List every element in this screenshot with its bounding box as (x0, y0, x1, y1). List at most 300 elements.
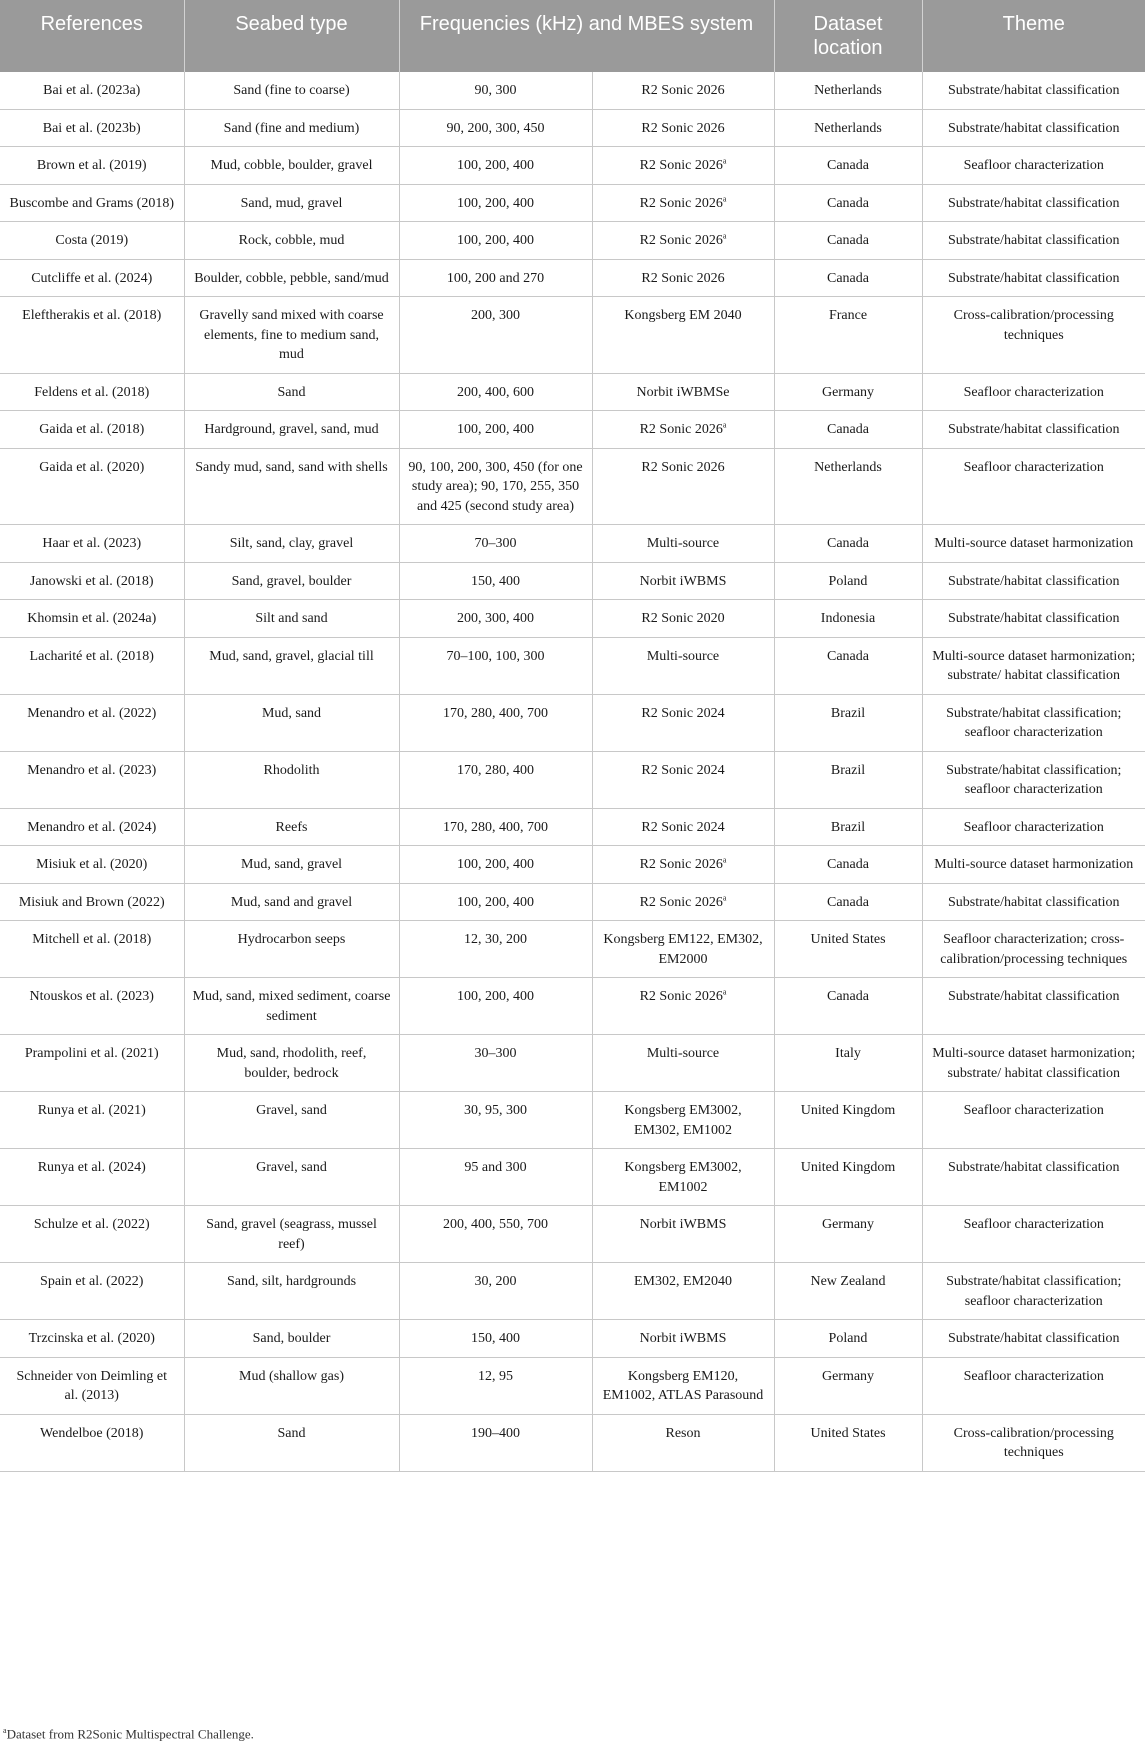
cell-dataset-location (774, 109, 922, 147)
cell-theme-text: Substrate/habitat classification (948, 1331, 1120, 1346)
cell-frequencies-text: 100, 200, 400 (457, 233, 534, 248)
cell-seabed-type-text: Rhodolith (263, 762, 320, 778)
table-row (0, 184, 1145, 222)
cell-theme-text: Multi-source dataset harmonization; substrate/ habitat classification (932, 648, 1136, 683)
cell-seabed-type-text: Mud, sand and gravel (230, 894, 353, 910)
cell-dataset-location-text: Poland (828, 1331, 868, 1346)
cell-mbes-system-text: R2 Sonic 2026 (641, 120, 725, 136)
cell-reference (0, 1206, 184, 1263)
cell-seabed-type-text: Sand (277, 384, 306, 400)
cell-dataset-location-text: United States (810, 1425, 886, 1441)
cell-mbes-system-text: R2 Sonic 2026 (641, 83, 725, 98)
cell-reference (0, 109, 184, 147)
table-row (0, 846, 1145, 884)
cell-reference (0, 751, 184, 808)
cell-mbes-system (592, 1414, 774, 1471)
cell-theme-text: Substrate/habitat classification (948, 573, 1120, 589)
cell-dataset-location-text: Canada (827, 536, 869, 551)
cell-mbes-system (592, 883, 774, 921)
cell-frequencies (399, 259, 592, 297)
cell-reference-text: Gaida et al. (2020) (39, 459, 145, 475)
cell-frequencies (399, 1320, 592, 1358)
cell-mbes-system-text: R2 Sonic 2024 (641, 705, 725, 721)
cell-dataset-location (774, 147, 922, 185)
cell-frequencies-text: 70–300 (474, 536, 517, 551)
table-row (0, 600, 1145, 638)
table-row (0, 921, 1145, 978)
cell-seabed-type (184, 883, 399, 921)
cell-theme-text: Substrate/habitat classification (948, 894, 1120, 910)
footnote-marker: a (722, 231, 727, 241)
cell-reference (0, 1035, 184, 1092)
table-row (0, 751, 1145, 808)
cell-seabed-type (184, 808, 399, 846)
table-row (0, 562, 1145, 600)
cell-dataset-location-text: Indonesia (820, 611, 876, 626)
cell-dataset-location (774, 72, 922, 109)
footnote-marker: a (722, 855, 727, 865)
cell-seabed-type (184, 411, 399, 449)
cell-mbes-system-text: Norbit iWBMS (639, 1331, 727, 1346)
cell-reference-text: Menandro et al. (2023) (27, 762, 157, 778)
header-frequencies-system: Frequencies (kHz) and MBES system (399, 0, 774, 72)
cell-frequencies-text: 12, 95 (478, 1368, 513, 1384)
header-theme: Theme (922, 0, 1145, 72)
cell-frequencies (399, 1263, 592, 1320)
cell-frequencies-text: 150, 400 (471, 1331, 520, 1346)
cell-mbes-system-text: Multi-source (646, 648, 720, 664)
cell-mbes-system-text: Norbit iWBMS (639, 1217, 727, 1232)
cell-seabed-type-text: Silt and sand (255, 611, 328, 626)
cell-frequencies (399, 978, 592, 1035)
cell-reference-text: Misiuk and Brown (2022) (18, 894, 165, 910)
cell-reference (0, 1414, 184, 1471)
footnote-marker: a (722, 892, 727, 902)
cell-theme-text: Seafloor characterization (963, 1368, 1104, 1384)
cell-reference-text: Menandro et al. (2022) (27, 705, 157, 721)
cell-mbes-system-text: EM302, EM2040 (634, 1274, 732, 1289)
table-row (0, 373, 1145, 411)
cell-theme (922, 921, 1145, 978)
cell-reference-text: Schneider von Deimling et al. (2013) (16, 1368, 167, 1403)
cell-dataset-location-text: Germany (821, 384, 875, 400)
cell-theme (922, 259, 1145, 297)
cell-frequencies (399, 562, 592, 600)
cell-reference (0, 846, 184, 884)
cell-theme (922, 1414, 1145, 1471)
table-row (0, 448, 1145, 525)
cell-seabed-type-text: Mud, sand, gravel (240, 857, 343, 872)
cell-mbes-system (592, 1320, 774, 1358)
table-row (0, 1320, 1145, 1358)
cell-dataset-location-text: Brazil (830, 705, 866, 721)
table-row (0, 297, 1145, 374)
cell-frequencies-text: 200, 400, 550, 700 (443, 1217, 548, 1232)
cell-mbes-system (592, 978, 774, 1035)
cell-reference (0, 694, 184, 751)
cell-reference-text: Feldens et al. (2018) (34, 384, 150, 400)
cell-mbes-system (592, 184, 774, 222)
cell-dataset-location-text: France (828, 308, 868, 323)
cell-reference (0, 297, 184, 374)
cell-seabed-type-text: Sand, gravel (seagrass, mussel reef) (206, 1217, 377, 1252)
cell-reference (0, 637, 184, 694)
cell-dataset-location (774, 846, 922, 884)
cell-reference-text: Lacharité et al. (2018) (29, 648, 154, 664)
cell-seabed-type-text: Sand, silt, hardgrounds (226, 1274, 357, 1289)
table-row (0, 411, 1145, 449)
cell-reference-text: Eleftherakis et al. (2018) (22, 308, 162, 323)
cell-theme (922, 846, 1145, 884)
cell-reference (0, 222, 184, 260)
cell-dataset-location-text: Poland (828, 573, 868, 589)
cell-frequencies (399, 808, 592, 846)
cell-reference (0, 562, 184, 600)
cell-dataset-location-text: Netherlands (814, 459, 882, 475)
cell-theme (922, 297, 1145, 374)
cell-theme (922, 109, 1145, 147)
cell-reference (0, 1092, 184, 1149)
cell-dataset-location (774, 1035, 922, 1092)
cell-mbes-system (592, 808, 774, 846)
cell-theme (922, 562, 1145, 600)
cell-frequencies-text: 95 and 300 (464, 1160, 527, 1175)
cell-seabed-type-text: Sand (fine to coarse) (233, 83, 350, 98)
cell-reference-text: Haar et al. (2023) (42, 536, 142, 551)
cell-theme (922, 1320, 1145, 1358)
cell-reference-text: Ntouskos et al. (2023) (29, 989, 154, 1004)
table-row (0, 1149, 1145, 1206)
cell-theme (922, 637, 1145, 694)
cell-seabed-type (184, 1149, 399, 1206)
cell-dataset-location-text: Netherlands (814, 120, 882, 136)
cell-seabed-type-text: Sand, gravel, boulder (231, 573, 352, 589)
cell-theme (922, 411, 1145, 449)
cell-mbes-system (592, 222, 774, 260)
table-row (0, 1357, 1145, 1414)
cell-dataset-location (774, 525, 922, 563)
cell-reference-text: Mitchell et al. (2018) (32, 932, 152, 947)
cell-dataset-location (774, 297, 922, 374)
cell-reference (0, 921, 184, 978)
cell-seabed-type-text: Gravel, sand (256, 1103, 327, 1118)
cell-seabed-type (184, 1035, 399, 1092)
cell-dataset-location-text: New Zealand (810, 1274, 886, 1289)
cell-reference-text: Bai et al. (2023b) (42, 120, 141, 136)
cell-dataset-location-text: Canada (827, 989, 869, 1004)
cell-reference (0, 411, 184, 449)
cell-seabed-type (184, 751, 399, 808)
cell-theme-text: Multi-source dataset harmonization (934, 857, 1134, 872)
table-row (0, 808, 1145, 846)
cell-mbes-system (592, 411, 774, 449)
cell-frequencies-text: 150, 400 (471, 573, 520, 589)
table-row (0, 1263, 1145, 1320)
cell-dataset-location (774, 808, 922, 846)
cell-theme-text: Substrate/habitat classification (948, 611, 1120, 626)
cell-reference (0, 525, 184, 563)
cell-seabed-type (184, 184, 399, 222)
cell-dataset-location-text: Brazil (830, 762, 866, 778)
cell-mbes-system (592, 921, 774, 978)
cell-mbes-system-text: R2 Sonic 2026 (639, 989, 723, 1004)
cell-reference-text: Cutcliffe et al. (2024) (31, 270, 153, 286)
cell-seabed-type-text: Mud, sand, mixed sediment, coarse sediment (192, 989, 391, 1024)
cell-theme (922, 694, 1145, 751)
cell-seabed-type (184, 373, 399, 411)
cell-dataset-location-text: Canada (827, 195, 869, 211)
cell-seabed-type (184, 72, 399, 109)
cell-mbes-system (592, 147, 774, 185)
cell-theme-text: Substrate/habitat classification; seafloor characterization (946, 705, 1122, 740)
cell-dataset-location-text: Canada (827, 270, 869, 286)
cell-dataset-location (774, 600, 922, 638)
cell-frequencies-text: 200, 300 (471, 308, 520, 323)
cell-reference-text: Janowski et al. (2018) (29, 573, 154, 589)
cell-frequencies (399, 1206, 592, 1263)
cell-dataset-location-text: Canada (827, 233, 869, 248)
cell-seabed-type-text: Rock, cobble, mud (238, 233, 345, 248)
cell-frequencies-text: 200, 400, 600 (457, 384, 534, 400)
cell-theme-text: Cross-calibration/processing techniques (953, 308, 1114, 343)
cell-dataset-location (774, 1320, 922, 1358)
cell-reference-text: Costa (2019) (55, 233, 129, 248)
cell-theme-text: Substrate/habitat classification (948, 233, 1120, 248)
cell-seabed-type-text: Sand (277, 1425, 306, 1441)
cell-theme (922, 1092, 1145, 1149)
cell-frequencies-text: 100, 200, 400 (457, 894, 534, 910)
cell-theme (922, 1035, 1145, 1092)
cell-frequencies (399, 373, 592, 411)
cell-theme-text: Substrate/habitat classification (948, 989, 1120, 1004)
cell-seabed-type (184, 448, 399, 525)
cell-theme (922, 978, 1145, 1035)
cell-frequencies-text: 170, 280, 400, 700 (443, 705, 548, 721)
cell-seabed-type-text: Silt, sand, clay, gravel (229, 536, 354, 551)
cell-frequencies-text: 190–400 (471, 1425, 520, 1441)
cell-dataset-location (774, 1206, 922, 1263)
cell-frequencies (399, 1149, 592, 1206)
cell-theme-text: Seafloor characterization (963, 384, 1104, 400)
cell-reference-text: Khomsin et al. (2024a) (27, 611, 157, 626)
cell-seabed-type-text: Mud, cobble, boulder, gravel (210, 158, 373, 173)
cell-theme (922, 751, 1145, 808)
cell-seabed-type (184, 525, 399, 563)
cell-theme-text: Substrate/habitat classification (948, 1160, 1120, 1175)
cell-mbes-system-text: Kongsberg EM3002, EM1002 (624, 1160, 742, 1195)
cell-reference-text: Trzcinska et al. (2020) (28, 1331, 155, 1346)
cell-theme-text: Seafloor characterization (963, 1103, 1104, 1118)
cell-seabed-type-text: Mud, sand, rhodolith, reef, boulder, bedrock (216, 1046, 367, 1081)
cell-dataset-location-text: Germany (821, 1368, 875, 1384)
cell-frequencies-text: 100, 200, 400 (457, 422, 534, 437)
cell-frequencies (399, 525, 592, 563)
cell-seabed-type-text: Mud, sand, gravel, glacial till (209, 648, 374, 664)
cell-frequencies (399, 883, 592, 921)
cell-theme (922, 147, 1145, 185)
cell-mbes-system-text: Norbit iWBMSe (636, 384, 730, 400)
table-row (0, 694, 1145, 751)
cell-dataset-location-text: Italy (835, 1046, 861, 1061)
cell-seabed-type (184, 1320, 399, 1358)
cell-seabed-type (184, 1206, 399, 1263)
cell-mbes-system (592, 259, 774, 297)
cell-dataset-location-text: United Kingdom (800, 1160, 896, 1175)
cell-dataset-location (774, 222, 922, 260)
cell-frequencies (399, 297, 592, 374)
footnote-marker: a (722, 420, 727, 430)
cell-mbes-system-text: R2 Sonic 2026 (639, 857, 723, 872)
table-row (0, 222, 1145, 260)
cell-seabed-type-text: Mud, sand (261, 705, 322, 721)
cell-frequencies-text: 12, 30, 200 (464, 932, 527, 947)
cell-dataset-location-text: Canada (827, 648, 869, 664)
cell-dataset-location (774, 562, 922, 600)
table-body (0, 72, 1145, 1471)
cell-theme (922, 600, 1145, 638)
table-row (0, 525, 1145, 563)
cell-frequencies (399, 846, 592, 884)
cell-mbes-system-text: R2 Sonic 2024 (641, 819, 725, 835)
cell-frequencies (399, 1092, 592, 1149)
cell-dataset-location (774, 694, 922, 751)
footnote-marker: a (722, 156, 727, 166)
cell-frequencies-text: 170, 280, 400 (457, 762, 534, 778)
cell-seabed-type-text: Hydrocarbon seeps (237, 932, 346, 947)
cell-dataset-location-text: United Kingdom (800, 1103, 896, 1118)
cell-dataset-location (774, 1263, 922, 1320)
cell-frequencies-text: 200, 300, 400 (457, 611, 534, 626)
cell-mbes-system-text: R2 Sonic 2026 (639, 894, 723, 910)
cell-reference (0, 1149, 184, 1206)
table-row (0, 883, 1145, 921)
cell-seabed-type (184, 600, 399, 638)
cell-frequencies (399, 222, 592, 260)
cell-mbes-system-text: R2 Sonic 2024 (641, 762, 725, 778)
cell-frequencies (399, 600, 592, 638)
cell-seabed-type-text: Sand, mud, gravel (240, 195, 343, 211)
cell-frequencies (399, 72, 592, 109)
cell-mbes-system-text: R2 Sonic 2026 (639, 233, 723, 248)
cell-seabed-type-text: Gravel, sand (256, 1160, 327, 1175)
cell-mbes-system-text: R2 Sonic 2026 (639, 195, 723, 211)
cell-seabed-type (184, 147, 399, 185)
cell-reference (0, 72, 184, 109)
cell-dataset-location (774, 978, 922, 1035)
table-row (0, 72, 1145, 109)
cell-dataset-location (774, 1149, 922, 1206)
cell-theme (922, 222, 1145, 260)
cell-theme-text: Substrate/habitat classification; seafloor characterization (946, 762, 1122, 797)
cell-frequencies (399, 1414, 592, 1471)
header-dataset-location: Dataset location (774, 0, 922, 72)
cell-reference (0, 373, 184, 411)
cell-frequencies-text: 100, 200, 400 (457, 857, 534, 872)
cell-dataset-location-text: Germany (821, 1217, 875, 1232)
cell-dataset-location (774, 751, 922, 808)
cell-seabed-type (184, 694, 399, 751)
cell-frequencies (399, 147, 592, 185)
cell-frequencies (399, 1357, 592, 1414)
cell-frequencies-text: 100, 200, 400 (457, 989, 534, 1004)
cell-reference-text: Gaida et al. (2018) (39, 422, 145, 437)
cell-seabed-type-text: Boulder, cobble, pebble, sand/mud (194, 270, 389, 286)
cell-seabed-type (184, 562, 399, 600)
header-seabed-type: Seabed type (184, 0, 399, 72)
cell-reference-text: Schulze et al. (2022) (33, 1217, 150, 1232)
cell-theme (922, 184, 1145, 222)
cell-mbes-system (592, 1035, 774, 1092)
cell-theme-text: Multi-source dataset harmonization (934, 536, 1134, 551)
table-row (0, 978, 1145, 1035)
cell-theme-text: Substrate/habitat classification (948, 83, 1120, 98)
cell-seabed-type-text: Gravelly sand mixed with coarse elements, fine to medium sand, mud (199, 308, 384, 362)
cell-dataset-location (774, 1414, 922, 1471)
cell-seabed-type (184, 259, 399, 297)
cell-dataset-location (774, 259, 922, 297)
cell-theme-text: Multi-source dataset harmonization; substrate/ habitat classification (932, 1046, 1136, 1081)
cell-mbes-system (592, 1206, 774, 1263)
cell-theme-text: Seafloor characterization (963, 819, 1104, 835)
cell-mbes-system (592, 694, 774, 751)
cell-reference (0, 808, 184, 846)
cell-mbes-system (592, 448, 774, 525)
cell-mbes-system (592, 562, 774, 600)
cell-reference (0, 1320, 184, 1358)
cell-theme-text: Substrate/habitat classification; seafloor characterization (946, 1274, 1122, 1309)
cell-frequencies (399, 184, 592, 222)
cell-seabed-type-text: Reefs (275, 819, 308, 835)
cell-mbes-system (592, 1263, 774, 1320)
cell-reference (0, 448, 184, 525)
cell-mbes-system (592, 1092, 774, 1149)
cell-mbes-system-text: R2 Sonic 2020 (641, 611, 725, 626)
cell-mbes-system-text: Norbit iWBMS (639, 573, 727, 589)
cell-dataset-location-text: Canada (827, 894, 869, 910)
cell-frequencies-text: 30, 95, 300 (464, 1103, 527, 1118)
table-row (0, 259, 1145, 297)
cell-frequencies (399, 1035, 592, 1092)
table-header (0, 0, 1145, 72)
cell-seabed-type (184, 1263, 399, 1320)
cell-theme (922, 525, 1145, 563)
cell-dataset-location (774, 883, 922, 921)
cell-reference (0, 259, 184, 297)
table-row (0, 1206, 1145, 1263)
cell-seabed-type (184, 1357, 399, 1414)
cell-mbes-system-text: R2 Sonic 2026 (639, 422, 723, 437)
cell-seabed-type (184, 846, 399, 884)
cell-mbes-system-text: Multi-source (646, 536, 720, 551)
cell-theme (922, 808, 1145, 846)
cell-theme-text: Cross-calibration/processing techniques (953, 1425, 1114, 1460)
cell-reference-text: Wendelboe (2018) (40, 1425, 144, 1441)
table-row (0, 637, 1145, 694)
cell-frequencies (399, 694, 592, 751)
cell-frequencies (399, 411, 592, 449)
cell-dataset-location-text: Canada (827, 158, 869, 173)
cell-frequencies-text: 90, 100, 200, 300, 450 (for one study area); 90, 170, 255, 350 and 425 (second study area) (408, 459, 583, 514)
cell-theme (922, 1149, 1145, 1206)
cell-theme (922, 448, 1145, 525)
cell-mbes-system (592, 72, 774, 109)
table-row (0, 1092, 1145, 1149)
cell-seabed-type-text: Sandy mud, sand, sand with shells (195, 459, 388, 475)
cell-theme-text: Substrate/habitat classification (948, 270, 1120, 286)
cell-theme-text: Substrate/habitat classification (948, 195, 1120, 211)
cell-dataset-location (774, 1092, 922, 1149)
cell-frequencies-text: 90, 300 (474, 83, 517, 98)
